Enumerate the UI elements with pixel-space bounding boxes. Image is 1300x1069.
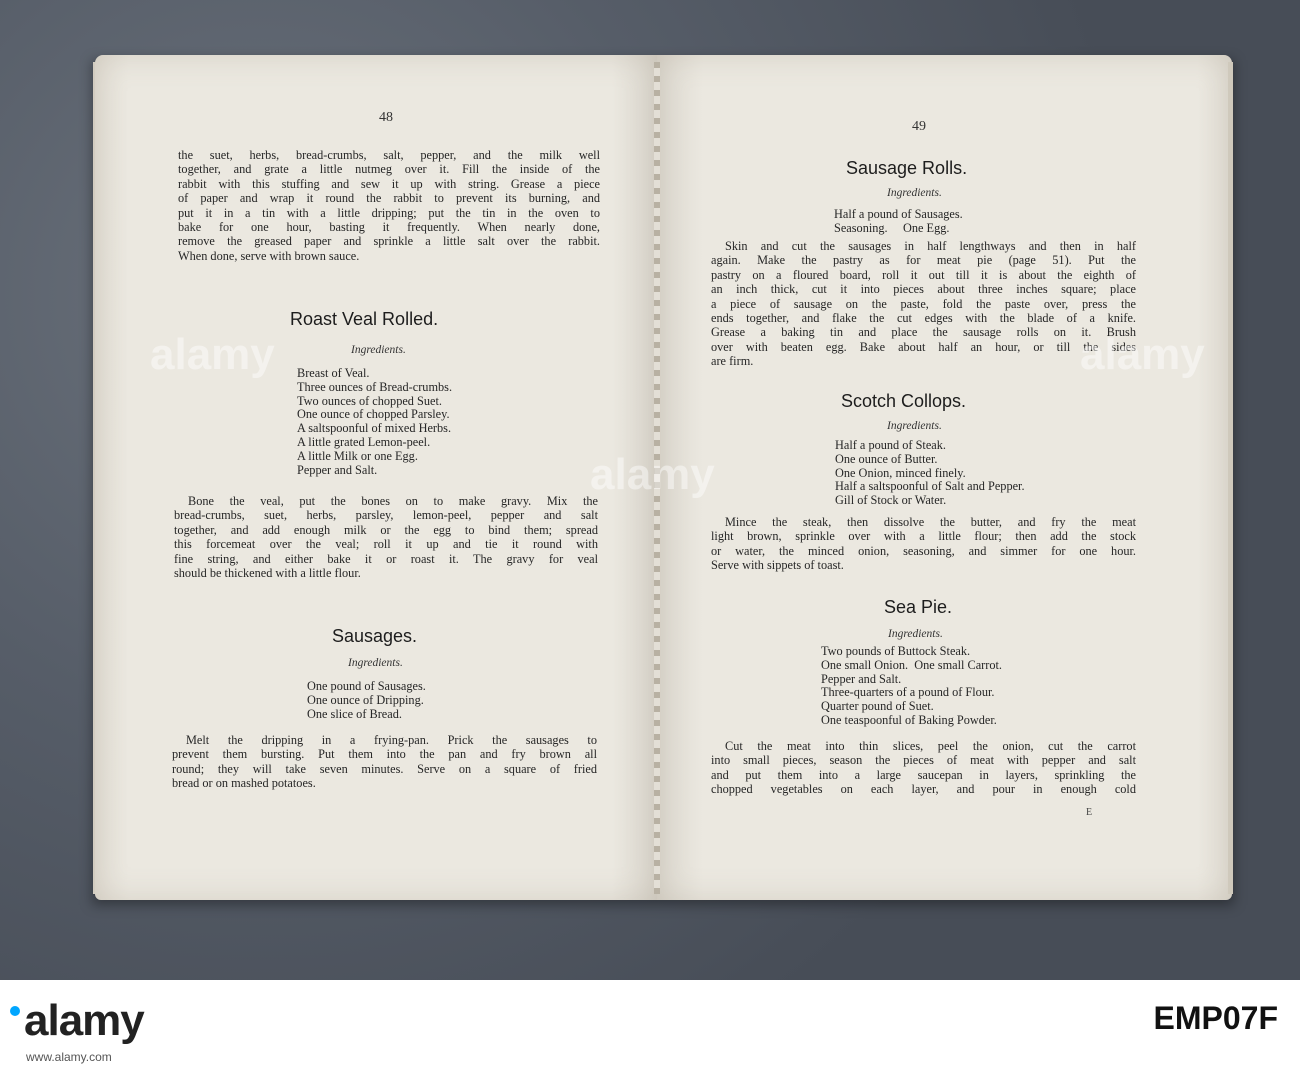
- ingredient-item: Half a pound of Steak.: [835, 438, 946, 452]
- brand-logo-dot-icon: [10, 1006, 20, 1016]
- stock-photo-footer: [0, 980, 1300, 1069]
- text-line: again. Make the pastry as for meat pie (page 51). Put the: [711, 253, 1136, 268]
- text-line: chopped vegetables on each layer, and pour in enough cold: [711, 782, 1136, 797]
- ingredient-item: One slice of Bread.: [307, 706, 402, 721]
- ingredients-list-roast-veal: [297, 367, 452, 477]
- recipe-method-roast-veal: [174, 494, 598, 580]
- ingredients-list-sausage-rolls: [834, 208, 963, 236]
- text-line: fine string, and either bake it or roast it. The gravy for veal: [174, 551, 598, 566]
- recipe-method-sausages: [172, 733, 597, 791]
- watermark: alamy: [150, 330, 275, 379]
- ingredients-label: Ingredients.: [887, 420, 942, 432]
- rabbit-continuation-text: [178, 148, 600, 263]
- ingredients-label: Ingredients.: [887, 187, 942, 199]
- ingredient-item: Gill of Stock or Water.: [835, 493, 947, 508]
- ingredients-list-sausages: [307, 680, 426, 721]
- text-line: ends together, and flake the cut edges with the blade of a knife.: [711, 311, 1136, 326]
- text-line: remove the greased paper and sprinkle a little salt over the rabbit.: [178, 234, 600, 249]
- recipe-title-sea-pie: Sea Pie.: [884, 597, 953, 617]
- ingredient-item: Breast of Veal.: [297, 366, 370, 380]
- ingredient-item: Pepper and Salt.: [297, 462, 378, 477]
- recipe-title-scotch-collops: Scotch Collops.: [841, 391, 967, 411]
- text-line: an inch thick, cut it into pieces about three inches square; place: [711, 282, 1136, 297]
- ingredient-item: Two ounces of chopped Suet.: [297, 393, 442, 408]
- ingredient-item: Half a pound of Sausages.: [834, 207, 963, 221]
- ingredient-item: Half a saltspoonful of Salt and Pepper.: [835, 479, 1025, 494]
- recipe-method-sausage-rolls: [711, 239, 1136, 369]
- text-line: prevent them bursting. Put them into the pan and fry brown all: [172, 747, 597, 762]
- text-line: pastry on a floured board, roll it out till it is about the eighth of: [711, 267, 1136, 282]
- text-line: bread or on mashed potatoes.: [172, 776, 316, 791]
- text-line: Mince the steak, then dissolve the butter, and fry the meat: [725, 515, 1136, 529]
- text-line: Melt the dripping in a frying-pan. Prick the sausages to: [186, 733, 597, 747]
- footer-url: www.alamy.com: [26, 1050, 112, 1064]
- ingredients-label: Ingredients.: [348, 657, 403, 669]
- text-line: into small pieces, season the pieces of meat with pepper and salt: [711, 753, 1136, 768]
- text-line: light brown, sprinkle over with a little flour; then add the stock: [711, 529, 1136, 544]
- text-line: should be thickened with a little flour.: [174, 566, 361, 581]
- recipe-method-scotch-collops: [711, 515, 1136, 573]
- ingredient-item: Pepper and Salt.: [821, 671, 902, 686]
- ingredient-item: A little grated Lemon-peel.: [297, 434, 431, 449]
- text-line: rabbit with this stuffing and sew it up with string. Grease a piece: [178, 176, 600, 191]
- ingredients-label: Ingredients.: [888, 628, 943, 640]
- ingredient-item: One ounce of Dripping.: [307, 692, 424, 707]
- text-line: this forcemeat over the veal; roll it up and tie it round with: [174, 537, 598, 552]
- ingredients-list-sea-pie: [821, 645, 1002, 728]
- text-line: a piece of sausage on the paste, fold the paste over, press the: [711, 296, 1136, 311]
- text-line: Bone the veal, put the bones on to make gravy. Mix the: [188, 494, 598, 508]
- text-line: round; they will take seven minutes. Serve on a square of fried: [172, 761, 597, 776]
- text-line: Cut the meat into thin slices, peel the onion, cut the carrot: [725, 739, 1136, 753]
- recipe-method-sea-pie: [711, 739, 1136, 797]
- ingredient-item: One ounce of Butter.: [835, 451, 938, 466]
- text-line: bake for one hour, basting it frequently. When nearly done,: [178, 220, 600, 235]
- text-line: bread-crumbs, suet, herbs, parsley, lemon-peel, pepper and salt: [174, 508, 598, 523]
- ingredient-item: One Onion, minced finely.: [835, 465, 966, 480]
- ingredients-label: Ingredients.: [351, 344, 406, 356]
- ingredient-item: A little Milk or one Egg.: [297, 448, 418, 463]
- image-id: EMP07F: [1153, 1000, 1278, 1036]
- ingredient-item: Quarter pound of Suet.: [821, 699, 934, 714]
- ingredient-item: A saltspoonful of mixed Herbs.: [297, 421, 452, 436]
- text-line: and put them into a large saucepan in layers, sprinkling the: [711, 767, 1136, 782]
- ingredient-item: Seasoning. One Egg.: [834, 220, 950, 235]
- text-line: of paper and wrap it round the rabbit to prevent its burning, and: [178, 191, 600, 206]
- text-line: are firm.: [711, 354, 754, 369]
- text-line: Grease a baking tin and place the sausage rolls on it. Brush: [711, 325, 1136, 340]
- recipe-title-sausage-rolls: Sausage Rolls.: [846, 158, 968, 178]
- watermark: alamy: [590, 450, 715, 499]
- text-line: over with beaten egg. Bake about half an hour, or till the sides: [711, 339, 1136, 354]
- ingredient-item: One small Onion. One small Carrot.: [821, 657, 1003, 672]
- text-line: Serve with sippets of toast.: [711, 558, 844, 573]
- ingredient-item: Three-quarters of a pound of Flour.: [821, 685, 995, 700]
- left-page-number: 48: [379, 110, 393, 125]
- ingredient-item: One ounce of chopped Parsley.: [297, 407, 450, 422]
- text-line: or water, the minced onion, seasoning, and simmer for one hour.: [711, 543, 1136, 558]
- ingredient-item: One teaspoonful of Baking Powder.: [821, 712, 997, 727]
- ingredient-item: Two pounds of Buttock Steak.: [821, 644, 971, 658]
- watermark: alamy: [1080, 330, 1205, 379]
- brand-logo: alamy: [24, 996, 144, 1045]
- recipe-title-sausages: Sausages.: [332, 626, 418, 646]
- text-line: together, and grate a little nutmeg over it. Fill the inside of the: [178, 162, 600, 177]
- ingredient-item: One pound of Sausages.: [307, 679, 426, 693]
- recipe-title-roast-veal: Roast Veal Rolled.: [290, 309, 439, 329]
- text-line: the suet, herbs, bread-crumbs, salt, pepper, and the milk well: [178, 148, 600, 162]
- text-line: When done, serve with brown sauce.: [178, 248, 360, 263]
- ingredients-list-scotch-collops: [835, 439, 1025, 508]
- text-line: together, and add enough milk or the egg to bind them; spread: [174, 522, 598, 537]
- right-page-edge: [1228, 62, 1233, 894]
- ingredient-item: Three ounces of Bread-crumbs.: [297, 379, 453, 394]
- text-line: put it in a tin with a little dripping; put the tin in the oven to: [178, 205, 600, 220]
- right-page-number: 49: [912, 119, 926, 134]
- signature-mark: E: [1086, 807, 1093, 818]
- text-line: Skin and cut the sausages in half lengthways and then in half: [725, 239, 1136, 253]
